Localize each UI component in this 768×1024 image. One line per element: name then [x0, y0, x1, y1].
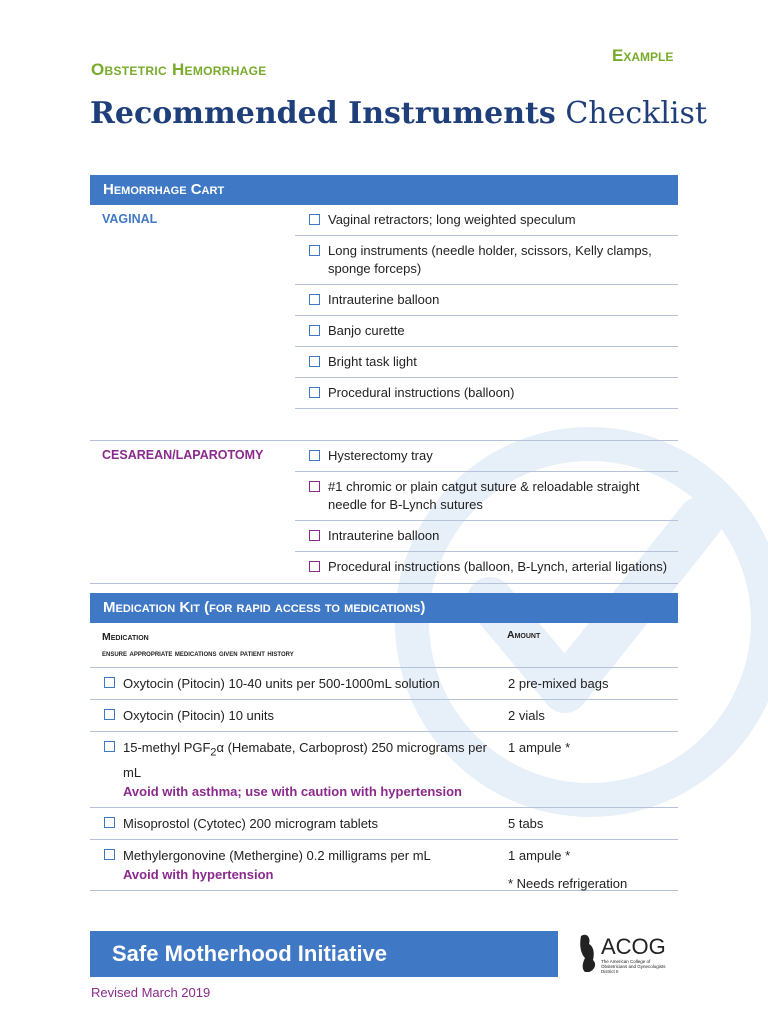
warning-text: Avoid with hypertension: [123, 866, 274, 882]
checkbox[interactable]: [309, 561, 320, 572]
checkbox[interactable]: [104, 817, 115, 828]
title-bold: Recommended Instruments: [90, 96, 556, 131]
checkbox[interactable]: [309, 387, 320, 398]
title-light: Checklist: [565, 96, 707, 131]
medication-name: Misoprostol (Cytotec) 200 microgram tablets: [123, 815, 379, 831]
checkbox[interactable]: [104, 849, 115, 860]
document-subtitle: Obstetric Hemorrhage: [91, 60, 267, 79]
medication-kit-header: Medication Kit (for rapid access to medications): [90, 593, 678, 623]
checklist-item[interactable]: [295, 316, 678, 347]
checklist-item[interactable]: [295, 441, 678, 472]
checklist-item[interactable]: [295, 205, 678, 236]
checkbox[interactable]: [309, 530, 320, 541]
medication-row[interactable]: [90, 808, 678, 840]
page-title: [90, 96, 707, 131]
column-medication: Medication: [102, 631, 149, 643]
item-label: #1 chromic or plain catgut suture & reloadable straight needle for B-Lynch sutures: [328, 479, 640, 512]
checkbox[interactable]: [104, 741, 115, 752]
svg-text:Obstetricians and Gynecologist: Obstetricians and Gynecologists: [601, 964, 666, 969]
vaginal-category: VAGINAL: [102, 212, 158, 226]
refrigeration-footnote: * Needs refrigeration: [508, 876, 628, 891]
checklist-item[interactable]: [295, 521, 678, 552]
hemorrhage-cart-table: [90, 205, 678, 584]
item-label: Bright task light: [328, 354, 417, 369]
item-label: Procedural instructions (balloon): [328, 385, 515, 400]
item-label: Hysterectomy tray: [328, 448, 433, 463]
checklist-item[interactable]: [295, 378, 678, 409]
checkbox[interactable]: [104, 709, 115, 720]
medication-row[interactable]: [90, 700, 678, 732]
medication-row[interactable]: [90, 732, 678, 808]
medication-amount: 5 tabs: [508, 815, 544, 831]
medication-name: 15-methyl $PGF_2\alpha$ (Hemabate, Carboprost) 250 micrograms per mL Avoid with asthma; use with caution with hypertension: [123, 738, 508, 801]
checkbox[interactable]: [309, 481, 320, 492]
safe-motherhood-banner: Safe Motherhood Initiative: [90, 931, 558, 977]
medication-amount: 1 ampule *: [508, 847, 571, 863]
medication-table-header: [90, 623, 678, 668]
item-label: Long instruments (needle holder, scissors, Kelly clamps, sponge forceps): [328, 243, 652, 276]
column-amount: Amount: [507, 629, 541, 641]
checklist-item[interactable]: [295, 472, 678, 521]
medication-amount: 2 vials: [508, 708, 545, 723]
cart-row: [90, 205, 678, 236]
checklist-item[interactable]: [295, 236, 678, 285]
svg-text:District II: District II: [601, 969, 619, 974]
medication-table: [90, 623, 678, 891]
medication-amount: 1 ampule *: [508, 740, 571, 755]
item-label: Vaginal retractors; long weighted speculum: [328, 212, 576, 227]
warning-text: Avoid with asthma; use with caution with hypertension: [123, 783, 462, 799]
item-label: Procedural instructions (balloon, B-Lynch, arterial ligations): [328, 559, 668, 574]
medication-row[interactable]: [90, 668, 678, 700]
checklist-item[interactable]: [295, 552, 678, 583]
checkbox[interactable]: [309, 245, 320, 256]
checkbox[interactable]: [309, 450, 320, 461]
hemorrhage-cart-header: Hemorrhage Cart: [90, 175, 678, 205]
medication-name: Oxytocin (Pitocin) 10 units: [123, 708, 275, 723]
revised-date: Revised March 2019: [91, 985, 211, 1000]
checkbox[interactable]: [104, 677, 115, 688]
checkbox[interactable]: [309, 294, 320, 305]
medication-amount: 2 pre-mixed bags: [508, 676, 609, 691]
medication-name: Oxytocin (Pitocin) 10-40 units per 500-1000mL solution: [123, 676, 440, 691]
item-label: Intrauterine balloon: [328, 528, 440, 543]
cesarean-category: CESAREAN/LAPAROTOMY: [102, 448, 264, 462]
checkbox[interactable]: [309, 325, 320, 336]
medication-name: Methylergonovine (Methergine) 0.2 milligrams per mL Avoid with hypertension: [123, 847, 431, 882]
svg-text:The American College of: The American College of: [601, 959, 651, 964]
acog-logo: [577, 930, 687, 980]
column-note: ensure appropriate medications given patient history: [102, 648, 294, 658]
checkbox[interactable]: [309, 214, 320, 225]
example-label: Example: [612, 46, 674, 65]
svg-text:ACOG: ACOG: [601, 934, 666, 959]
checklist-item[interactable]: [295, 285, 678, 316]
checkbox[interactable]: [309, 356, 320, 367]
item-label: Banjo curette: [328, 323, 405, 338]
item-label: Intrauterine balloon: [328, 292, 440, 307]
checklist-item[interactable]: [295, 347, 678, 378]
